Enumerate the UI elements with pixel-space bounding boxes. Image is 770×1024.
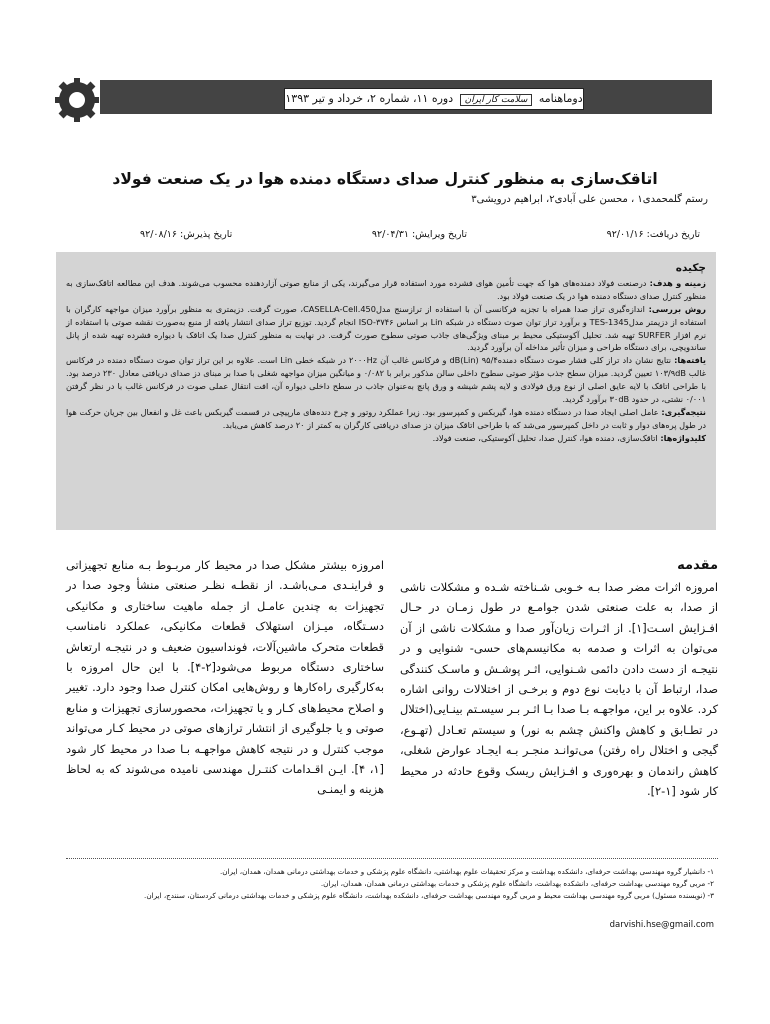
abstract-keywords: [66, 432, 706, 445]
footnote-divider: [66, 858, 718, 859]
intro-column-left: [66, 555, 384, 800]
journal-brand: سلامت کار ایران: [460, 94, 533, 106]
journal-logo-icon: [55, 78, 99, 122]
abstract-results: [66, 354, 706, 406]
footnote-2: ۲- مربی گروه مهندسی بهداشت حرفه‌ای، دانشکده بهداشت، دانشگاه علوم پزشکی و خدمات بهداشتی درمانی همدان، همدان، ایران.: [320, 879, 714, 888]
intro-column-right: [400, 555, 718, 801]
intro-paragraph-2: امروزه بیشتر مشکل صدا در محیط کار مربـوط بـه منابع تجهیزاتی و فراینـدی مـی‌باشـد. از نقطـه نظـر صنعتی منشأ وجود صدا در تجهیزات به چندین عامـل از جمله ماهیت ساختاری و مکانیکی دسـتگاه، میـزان استهلاک قطعات مکانیکی، عملکرد نامناسب قطعات متحرک ماشین‌آلات، فونداسیون ضعیف و در نتیجـه ارتعاش ساختاری دستگاه مربوط می‌شود[۲-۴]. با این حال امروزه با به‌کارگیری راه‌کارها و روش‌هایی امکان کنترل صدا وجود دارد. تغییر و اصلاح محیط‌های کـار و یا تجهیزات، محصورسازی تجهیزات و منابع صوتی و یا جلوگیری از انتشار ترازهای صوتی در محیط کـار می‌تواند موجب کنترل و در نتیجه کاهش مواجهـه بـا صدا در محیط کار شود [۱، ۴]. ایـن اقـدامات کنتـرل مهندسی نامیده می‌شوند که به لحاظ هزینه و ایمنـی: [66, 558, 385, 797]
methods-text: اندازه‌گیری تراز صدا همراه با تجزیه فرکانسی آن با استفاده از ترازسنج مدلCASELLA-Cell.450، صورت گرفت. دزیمتری به منظور برآورد میزان مواجهه کارگران با استفاده از دزیمتر مدلTES-1345 و برآورد تراز توان صوت دستگاه در شبکه Lin بر اساس ISO-۳۷۴۶ انجام گردید. توزیع تراز صدای انتشار یافته از منبع به‌صورت نقشه صوتی با استفاده از نرم افزار SURFER تهیه شد. تحلیل آکوستیکی محیط بر مبنای ویژگی‌های جاذب صوتی سطوح صورت گرفت. در نهایت به منظور کنترل صدا یک اتاقک با دیواره فشرده تهیه شده از پانل ساندویچی، برای دستگاه طراحی و میزان تأثیر مداخله آن برآورد گردید.: [66, 303, 706, 353]
article-title: اتاقک‌سازی به منظور کنترل صدای دستگاه دمنده هوا در یک صنعت فولاد: [112, 170, 658, 188]
intro-heading: مقدمه: [677, 558, 718, 573]
article-authors: رستم گلمحمدی۱ ، محسن علی آبادی۲، ابراهیم درویشی۳: [471, 194, 708, 205]
article-dates: [140, 229, 700, 240]
conclusion-label: نتیجه‌گیری:: [661, 406, 706, 417]
keywords-text: اتاقک‌سازی، دمنده هوا، کنترل صدا، تحلیل آکوستیکی، صنعت فولاد.: [432, 432, 658, 443]
conclusion-text: عامل اصلی ایجاد صدا در دستگاه دمنده هوا، گیربکس و کمپرسور بود. زیرا عملکرد روتور و چرخ دنده‌های مارپیچی در قسمت گیربکس باعث غل و انفعال بین جریان حرکت هوا در طول پره‌های دوار و ثابت در داخل کمپرسور می‌شد که با طراحی اتاقک میزان دز صدای دریافتی کارگران به کمتر از ۲۰ درصد کاهش می‌یابد.: [66, 406, 706, 430]
revised-date: تاریخ ویرایش: ۹۲/۰۴/۳۱: [371, 229, 467, 240]
methods-label: روش بررسی:: [648, 303, 707, 314]
results-text: نتایج نشان داد تراز کلی فشار صوت دستگاه دمنده۹۵/۴ dB(Lin) و فرکانس غالب آن ۲۰۰۰Hz در شبکه خطی Lin است. علاوه بر این تراز توان صوت دستگاه دمنده در فرکانس غالب ۱۰۳/۹dB تعیین گردید. میزان سطح جذب مؤثر صوتی سطوح داخلی سالن مذکور برابر با ۰/۰۸۲ و میانگین میزان مواجهه شغلی با صدا بر مبنای دز صدای دریافتی معادل ۲۳۰ درصد بود. با طراحی اتاقک با لایه عایق اصلی از نوع ورق فولادی و لایه پشم شیشه و ورق پانچ به‌عنوان جاذب در سطح داخلی دیواره آن، افت انتقال عملی صوت در فرکانس غالب با در نظر گرفتن ۰/۰۰۱ نشتی، در حدود ۳۰dB برآورد گردید.: [66, 355, 707, 405]
background-text: درصنعت فولاد دمنده‌های هوا که جهت تأمین هوای فشرده مورد استفاده قرار می‌گیرند، یکی از منابع صوتی آزاردهنده محسوب می‌شوند. هدف این مطالعه اتاقک‌سازی به منظور کنترل صدای دستگاه دمنده هوا در یک صنعت فولاد بود.: [66, 277, 706, 301]
background-label: زمینه و هدف:: [649, 277, 706, 288]
abstract-background: [66, 277, 706, 303]
footnote-3: ۳- (نویسنده مسئول) مربی گروه مهندسی بهداشت محیط و مربی گروه مهندسی بهداشت حرفه‌ای، دانشکده بهداشت، دانشگاه علوم پزشکی و خدمات بهداشتی درمانی کردستان، سنندج، ایران.: [144, 891, 714, 900]
footnotes: [114, 866, 714, 902]
footnote-1: ۱- دانشیار گروه مهندسی بهداشت حرفه‌ای، دانشکده بهداشت و مرکز تحقیقات علوم بهداشتی، دانشگاه علوم پزشکی و خدمات بهداشتی درمانی همدان، همدان، ایران.: [219, 867, 714, 876]
received-date: تاریخ دریافت: ۹۲/۰۱/۱۶: [606, 229, 700, 240]
journal-issue-box: [284, 88, 584, 110]
results-label: یافته‌ها:: [674, 355, 706, 366]
journal-prefix: دوماهنامه: [538, 92, 583, 105]
intro-paragraph: امروزه اثرات مضر صدا بـه خـوبی شـناخته شـده و مشکلات ناشی از صدا، به علت صنعتی شدن جوامـع در طول زمـان در حـال افـزایش اسـت[۱]. از اثـرات زیان‌آور صدا و مشکلات ناشی از آن می‌توان به اثرات و صدمه به مکانیسم‌های حسی- شنوایی و در نتیجـه از دست دادن دائمی شـنوایی، اثـر پوشـش و ماسـک کنندگی صدا، ارتباط آن با دیابت نوع دوم و برخـی از اختلالات روانی اشاره کرد. علاوه بر این، مواجهـه بـا صدا بـا اثـر بـر سیسـتم بینـایی(اختلال در تطـابق و کاهش واکنش چشم به نور) و سیستم تعـادل (تهـوع، گیجی و اختلال راه رفتن) می‌توانـد منجـر بـه ایجـاد عوارض شغلی، کاهش راندمان و بهره‌وری و افـزایش ریسک وقوع حادثه در محیط کار شود [۱-۲].: [399, 580, 718, 799]
abstract-methods: [66, 303, 706, 355]
accepted-date: تاریخ پذیرش: ۹۲/۰۸/۱۶: [140, 229, 233, 240]
abstract-box: [56, 252, 716, 530]
abstract-heading: چکیده: [675, 262, 706, 274]
abstract-conclusion: [66, 406, 706, 432]
keywords-label: کلیدواژه‌ها:: [660, 432, 706, 443]
journal-issue: دوره ۱۱، شماره ۲، خرداد و تیر ۱۳۹۳: [285, 92, 454, 105]
author-email[interactable]: darvishi.hse@gmail.com: [609, 920, 714, 930]
